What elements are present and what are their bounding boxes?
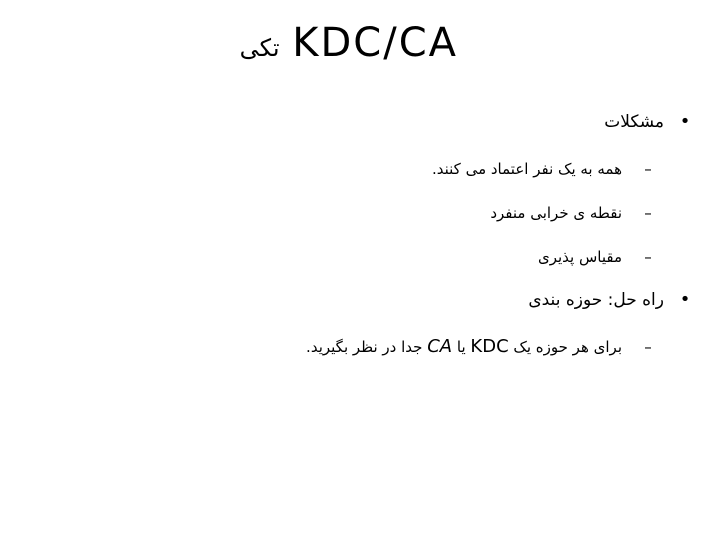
- dash-icon: –: [644, 338, 652, 356]
- bullet-text: مشکلات: [604, 112, 664, 132]
- sub-bullet-text: نقطه ی خرابی منفرد: [490, 204, 622, 222]
- sub-bullet-text: همه به یک نفر اعتماد می کنند.: [431, 160, 622, 178]
- title-kdc-ca: KDC/CA: [292, 20, 458, 66]
- kdc-label: KDC: [470, 336, 509, 357]
- text-after: جدا در نظر بگیرید.: [306, 338, 423, 356]
- bullet-text: راه حل: حوزه بندی: [528, 290, 664, 310]
- text-or: یا: [456, 338, 466, 356]
- bullet-solution: [528, 288, 692, 312]
- bullet-dot-icon: •: [679, 289, 691, 310]
- dash-icon: –: [644, 204, 652, 222]
- sub-bullet-scalability: [538, 246, 654, 268]
- slide-title: [230, 18, 458, 73]
- sub-bullet-trust: [432, 158, 654, 180]
- ca-label: CA: [427, 336, 453, 357]
- bullet-dot-icon: •: [679, 111, 691, 132]
- dash-icon: –: [644, 248, 652, 266]
- text-before: برای هر حوزه یک: [513, 338, 622, 356]
- bullet-problems: [604, 110, 692, 134]
- dash-icon: –: [644, 160, 652, 178]
- title-persian: تکی: [239, 34, 280, 62]
- sub-bullet-separate-realms: [306, 336, 654, 358]
- sub-bullet-text: مقیاس پذیری: [537, 248, 622, 266]
- sub-bullet-single-point-of-failure: [490, 202, 654, 224]
